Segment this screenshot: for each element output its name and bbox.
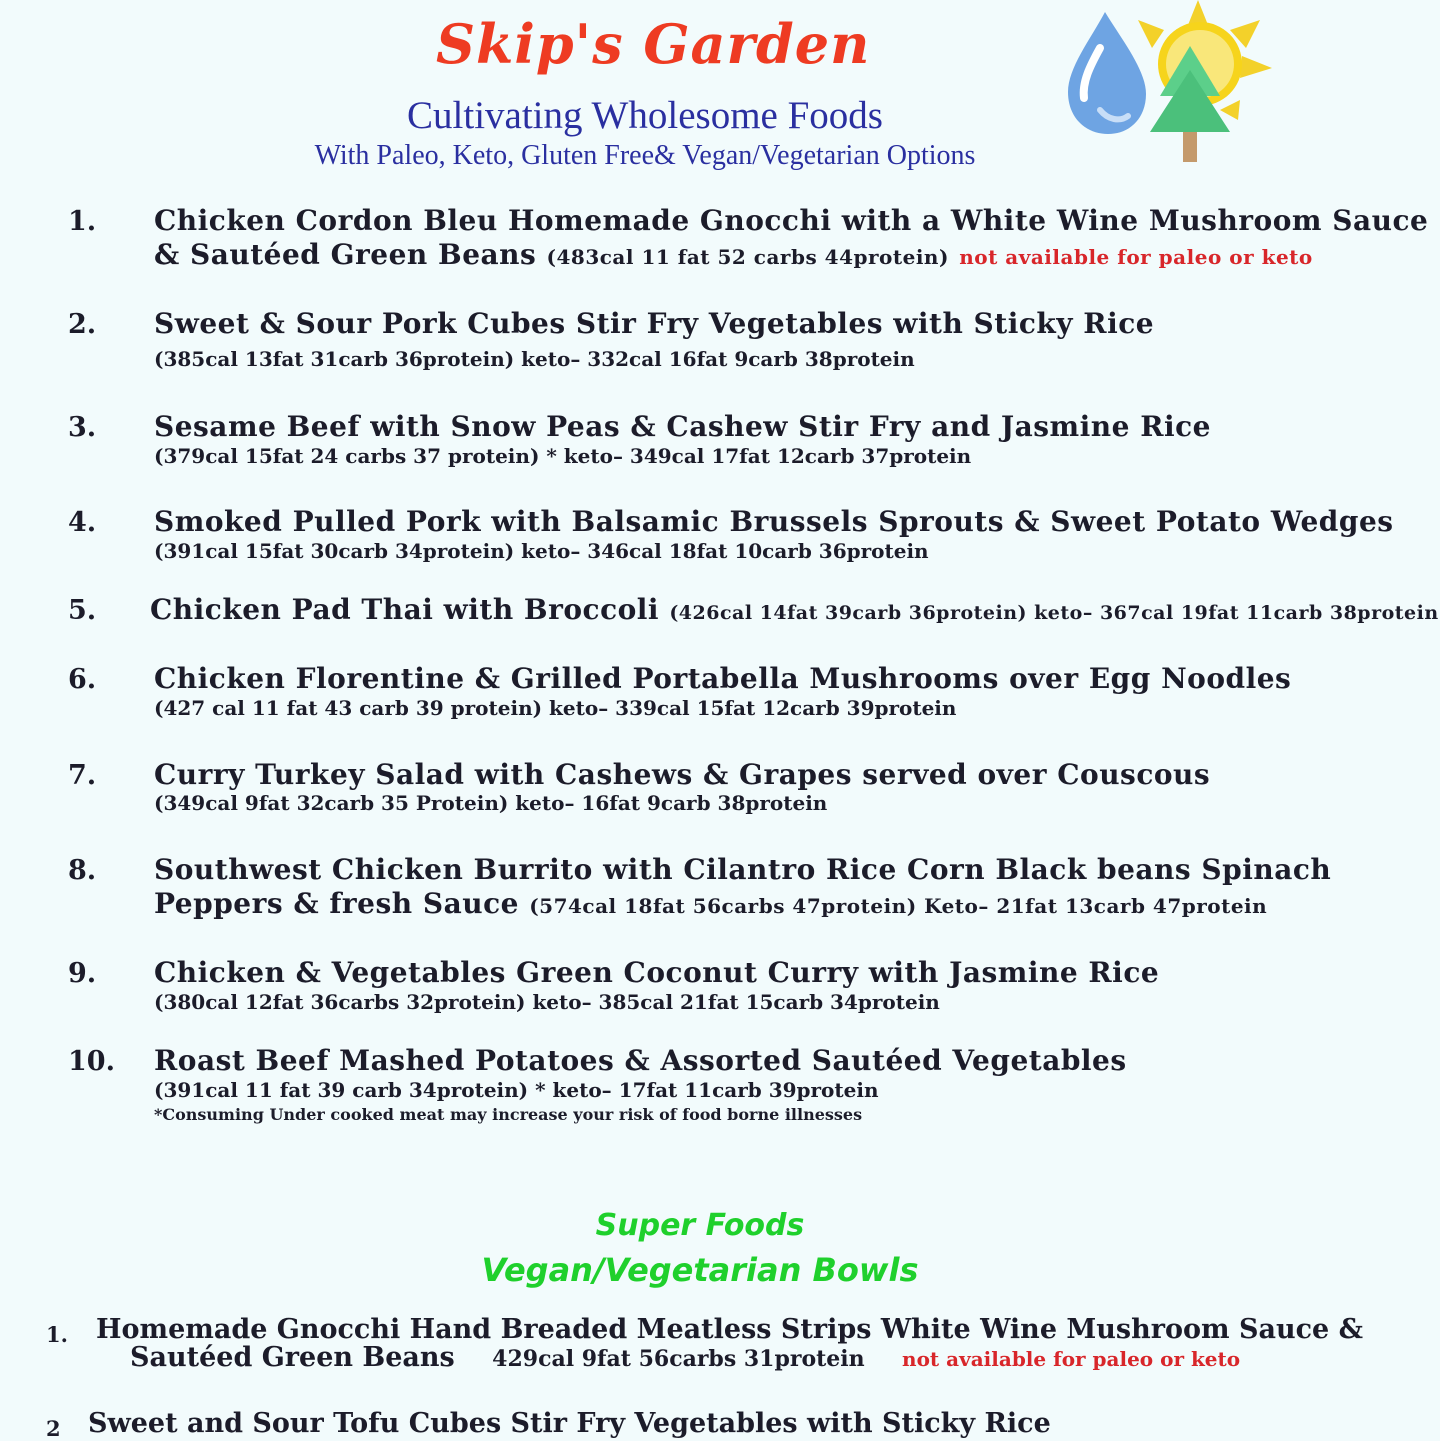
brand-title: Skip's Garden xyxy=(436,12,871,76)
item-number: 4. xyxy=(68,507,97,538)
item-nutrition: (349cal 9fat 32carb 35 Protein) keto– 16fat 9carb 38protein xyxy=(154,791,828,815)
item-title: Sweet and Sour Tofu Cubes Stir Fry Vegetables with Sticky Rice xyxy=(88,1408,1051,1439)
item-title: Chicken Pad Thai with Broccoli xyxy=(150,593,660,626)
item-nutrition: (426cal 14fat 39carb 36protein) keto– 367cal 19fat 11carb 38protein xyxy=(669,602,1439,624)
food-safety-footnote: *Consuming Under cooked meat may increase your risk of food borne illnesses xyxy=(154,1105,863,1124)
item-number: 1. xyxy=(68,206,97,237)
item-number: 2. xyxy=(68,309,97,340)
item-nutrition: (427 cal 11 fat 43 carb 39 protein) keto– 339cal 15fat 12carb 39protein xyxy=(154,696,957,720)
item-nutrition: (379cal 15fat 24 carbs 37 protein) * keto– 349cal 17fat 12carb 37protein xyxy=(154,444,972,468)
item-number: 6. xyxy=(68,664,97,695)
item-nutrition: (385cal 13fat 31carb 36protein) keto– 332cal 16fat 9carb 38protein xyxy=(154,347,915,371)
dietary-warning: not available for paleo or keto xyxy=(959,245,1313,269)
item-title: Roast Beef Mashed Potatoes & Assorted Sautéed Vegetables xyxy=(154,1044,1127,1077)
item-number: 2 xyxy=(46,1416,61,1441)
dietary-warning: not available for paleo or keto xyxy=(902,1347,1241,1371)
super-foods-title: Super Foods xyxy=(595,1208,805,1243)
item-title-continued xyxy=(154,238,1414,274)
item-title: Chicken Florentine & Grilled Portabella Mushrooms over Egg Noodles xyxy=(154,662,1292,695)
item-number: 8. xyxy=(68,855,97,886)
item-number: 10. xyxy=(68,1046,115,1077)
item-nutrition: 429cal 9fat 56carbs 31protein xyxy=(492,1346,865,1372)
item-title: Homemade Gnocchi Hand Breaded Meatless Strips White Wine Mushroom Sauce & xyxy=(96,1314,1363,1345)
vegan-bowls-title: Vegan/Vegetarian Bowls xyxy=(481,1251,919,1289)
item-title: Smoked Pulled Pork with Balsamic Brussels Sprouts & Sweet Potato Wedges xyxy=(154,505,1394,538)
tagline: Cultivating Wholesome Foods xyxy=(407,94,883,137)
item-nutrition: (380cal 12fat 36carbs 32protein) keto– 385cal 21fat 15carb 34protein xyxy=(154,990,940,1014)
water-drop-sun-tree-icon xyxy=(1060,0,1280,170)
item-title-line2: & Sautéed Green Beans xyxy=(154,238,537,271)
item-title: Curry Turkey Salad with Cashews & Grapes served over Couscous xyxy=(154,758,1211,791)
item-title-line2: Peppers & fresh Sauce xyxy=(154,887,519,920)
item-number: 9. xyxy=(68,958,97,989)
item-title: Sesame Beef with Snow Peas & Cashew Stir Fry and Jasmine Rice xyxy=(154,410,1211,443)
menu-header xyxy=(0,0,1440,200)
item-nutrition: (483cal 11 fat 52 carbs 44protein) xyxy=(546,245,949,269)
item-title: Southwest Chicken Burrito with Cilantro Rice Corn Black beans Spinach xyxy=(154,853,1332,886)
item-nutrition: (391cal 15fat 30carb 34protein) keto– 346cal 18fat 10carb 36protein xyxy=(154,539,929,563)
dietary-options: With Paleo, Keto, Gluten Free& Vegan/Vegetarian Options xyxy=(314,140,976,171)
item-title: Chicken Cordon Bleu Homemade Gnocchi with a White Wine Mushroom Sauce xyxy=(154,204,1429,237)
item-title-line2: Sautéed Green Beans xyxy=(130,1342,455,1373)
item-title: Chicken & Vegetables Green Coconut Curry with Jasmine Rice xyxy=(154,956,1160,989)
item-number: 5. xyxy=(68,595,97,626)
item-title: Sweet & Sour Pork Cubes Stir Fry Vegetables with Sticky Rice xyxy=(154,307,1155,340)
item-number: 1. xyxy=(46,1322,68,1347)
item-number: 7. xyxy=(68,760,97,791)
item-nutrition: (391cal 11 fat 39 carb 34protein) * keto– 17fat 11carb 39protein xyxy=(154,1078,879,1102)
item-nutrition: (574cal 18fat 56carbs 47protein) Keto– 21fat 13carb 47protein xyxy=(529,894,1268,918)
item-number: 3. xyxy=(68,412,97,443)
